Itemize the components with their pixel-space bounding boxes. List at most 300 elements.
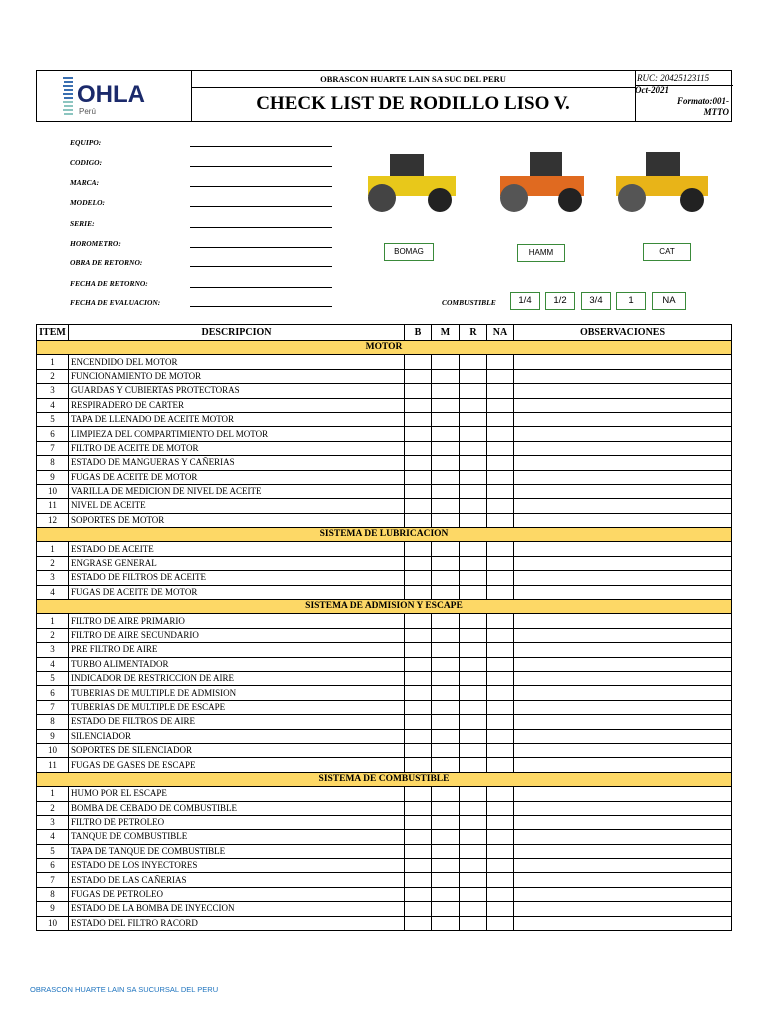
cell-na[interactable] bbox=[487, 815, 514, 829]
item-description: ESTADO DE FILTROS DE AIRE bbox=[69, 715, 405, 729]
cell-m[interactable] bbox=[432, 412, 460, 426]
cell-na[interactable] bbox=[487, 743, 514, 757]
cell-m[interactable] bbox=[432, 571, 460, 585]
item-number: 3 bbox=[37, 643, 69, 657]
cell-r[interactable] bbox=[460, 686, 487, 700]
item-description: INDICADOR DE RESTRICCION DE AIRE bbox=[69, 671, 405, 685]
cell-na[interactable] bbox=[487, 499, 514, 513]
cell-na[interactable] bbox=[487, 441, 514, 455]
cell-b[interactable] bbox=[405, 758, 432, 772]
section-title: SISTEMA DE ADMISION Y ESCAPE bbox=[37, 600, 732, 614]
cell-r[interactable] bbox=[460, 815, 487, 829]
cell-m[interactable] bbox=[432, 801, 460, 815]
cell-r[interactable] bbox=[460, 657, 487, 671]
col-item: ITEM bbox=[37, 325, 69, 341]
cell-r[interactable] bbox=[460, 830, 487, 844]
brand-bomag[interactable]: BOMAG bbox=[384, 243, 434, 261]
cell-observaciones[interactable] bbox=[514, 787, 732, 801]
cell-m[interactable] bbox=[432, 542, 460, 556]
section-row bbox=[37, 600, 732, 614]
cell-observaciones[interactable] bbox=[514, 470, 732, 484]
item-number: 1 bbox=[37, 614, 69, 628]
checklist-table bbox=[36, 324, 732, 931]
cell-na[interactable] bbox=[487, 657, 514, 671]
field-label: OBRA DE RETORNO: bbox=[70, 258, 143, 267]
cell-na[interactable] bbox=[487, 369, 514, 383]
table-row bbox=[37, 412, 732, 426]
brand-hamm[interactable]: HAMM bbox=[517, 244, 565, 262]
cell-b[interactable] bbox=[405, 729, 432, 743]
cell-m[interactable] bbox=[432, 787, 460, 801]
cell-r[interactable] bbox=[460, 887, 487, 901]
item-description: TUBERIAS DE MULTIPLE DE ADMISION bbox=[69, 686, 405, 700]
table-row bbox=[37, 671, 732, 685]
cell-b[interactable] bbox=[405, 859, 432, 873]
cell-na[interactable] bbox=[487, 384, 514, 398]
bomag-roller-image bbox=[360, 148, 460, 214]
ruc: RUC: 20425123115 bbox=[635, 71, 733, 86]
cell-b[interactable] bbox=[405, 585, 432, 599]
cell-b[interactable] bbox=[405, 456, 432, 470]
cell-r[interactable] bbox=[460, 743, 487, 757]
cell-b[interactable] bbox=[405, 787, 432, 801]
cell-observaciones[interactable] bbox=[514, 369, 732, 383]
cell-m[interactable] bbox=[432, 427, 460, 441]
cell-m[interactable] bbox=[432, 729, 460, 743]
cell-r[interactable] bbox=[460, 671, 487, 685]
section-title: MOTOR bbox=[37, 341, 732, 355]
item-description: ESTADO DE LA BOMBA DE INYECCION bbox=[69, 902, 405, 916]
item-description: ENGRASE GENERAL bbox=[69, 556, 405, 570]
item-number: 9 bbox=[37, 470, 69, 484]
cell-na[interactable] bbox=[487, 412, 514, 426]
hamm-roller-image bbox=[490, 148, 590, 214]
field-input-line[interactable] bbox=[190, 227, 332, 228]
cell-observaciones[interactable] bbox=[514, 686, 732, 700]
item-description: FILTRO DE AIRE PRIMARIO bbox=[69, 614, 405, 628]
cell-observaciones[interactable] bbox=[514, 815, 732, 829]
cell-r[interactable] bbox=[460, 571, 487, 585]
cell-observaciones[interactable] bbox=[514, 715, 732, 729]
fuel-quarter[interactable]: 1/4 bbox=[510, 292, 540, 310]
item-description: FUNCIONAMIENTO DE MOTOR bbox=[69, 369, 405, 383]
item-description: ESTADO DE ACEITE bbox=[69, 542, 405, 556]
cell-r[interactable] bbox=[460, 513, 487, 527]
cell-m[interactable] bbox=[432, 830, 460, 844]
cell-observaciones[interactable] bbox=[514, 873, 732, 887]
cell-observaciones[interactable] bbox=[514, 902, 732, 916]
cell-observaciones[interactable] bbox=[514, 412, 732, 426]
cell-observaciones[interactable] bbox=[514, 456, 732, 470]
cell-na[interactable] bbox=[487, 456, 514, 470]
item-number: 10 bbox=[37, 743, 69, 757]
cell-na[interactable] bbox=[487, 355, 514, 369]
field-input-line[interactable] bbox=[190, 206, 332, 207]
cell-r[interactable] bbox=[460, 643, 487, 657]
cell-na[interactable] bbox=[487, 916, 514, 930]
item-description: FILTRO DE AIRE SECUNDARIO bbox=[69, 628, 405, 642]
cell-r[interactable] bbox=[460, 787, 487, 801]
cell-na[interactable] bbox=[487, 902, 514, 916]
cell-observaciones[interactable] bbox=[514, 556, 732, 570]
cell-observaciones[interactable] bbox=[514, 643, 732, 657]
cell-observaciones[interactable] bbox=[514, 844, 732, 858]
cell-b[interactable] bbox=[405, 830, 432, 844]
fuel-half[interactable]: 1/2 bbox=[545, 292, 575, 310]
cell-b[interactable] bbox=[405, 369, 432, 383]
item-description: ESTADO DE FILTROS DE ACEITE bbox=[69, 571, 405, 585]
cell-observaciones[interactable] bbox=[514, 384, 732, 398]
cell-b[interactable] bbox=[405, 398, 432, 412]
field-input-line[interactable] bbox=[190, 166, 332, 167]
cell-b[interactable] bbox=[405, 801, 432, 815]
cell-na[interactable] bbox=[487, 628, 514, 642]
doc-format: Formato:001- bbox=[676, 96, 729, 106]
item-description: FUGAS DE ACEITE DE MOTOR bbox=[69, 585, 405, 599]
cell-m[interactable] bbox=[432, 902, 460, 916]
section-row bbox=[37, 772, 732, 786]
cell-r[interactable] bbox=[460, 916, 487, 930]
fuel-three-quarter[interactable]: 3/4 bbox=[581, 292, 611, 310]
cell-observaciones[interactable] bbox=[514, 729, 732, 743]
cell-b[interactable] bbox=[405, 643, 432, 657]
doc-meta bbox=[635, 85, 729, 118]
cell-r[interactable] bbox=[460, 902, 487, 916]
cell-r[interactable] bbox=[460, 700, 487, 714]
item-description: FUGAS DE PETROLEO bbox=[69, 887, 405, 901]
cell-m[interactable] bbox=[432, 671, 460, 685]
cell-r[interactable] bbox=[460, 384, 487, 398]
table-row bbox=[37, 758, 732, 772]
cell-b[interactable] bbox=[405, 614, 432, 628]
item-description: PRE FILTRO DE AIRE bbox=[69, 643, 405, 657]
cell-r[interactable] bbox=[460, 398, 487, 412]
cell-b[interactable] bbox=[405, 700, 432, 714]
item-number: 9 bbox=[37, 902, 69, 916]
item-number: 7 bbox=[37, 873, 69, 887]
cell-r[interactable] bbox=[460, 412, 487, 426]
brand-cat[interactable]: CAT bbox=[643, 243, 691, 261]
cell-r[interactable] bbox=[460, 441, 487, 455]
cell-na[interactable] bbox=[487, 715, 514, 729]
item-description: HUMO POR EL ESCAPE bbox=[69, 787, 405, 801]
cell-b[interactable] bbox=[405, 441, 432, 455]
item-description: BOMBA DE CEBADO DE COMBUSTIBLE bbox=[69, 801, 405, 815]
page-title: CHECK LIST DE RODILLO LISO V. bbox=[191, 87, 636, 121]
cell-m[interactable] bbox=[432, 384, 460, 398]
cell-b[interactable] bbox=[405, 844, 432, 858]
cell-r[interactable] bbox=[460, 542, 487, 556]
cell-observaciones[interactable] bbox=[514, 671, 732, 685]
cell-observaciones[interactable] bbox=[514, 801, 732, 815]
fuel-na[interactable]: NA bbox=[652, 292, 686, 310]
item-description: TAPA DE LLENADO DE ACEITE MOTOR bbox=[69, 412, 405, 426]
field-input-line[interactable] bbox=[190, 146, 332, 147]
cell-m[interactable] bbox=[432, 513, 460, 527]
item-description: FUGAS DE ACEITE DE MOTOR bbox=[69, 470, 405, 484]
col-r: R bbox=[460, 325, 487, 341]
table-row bbox=[37, 614, 732, 628]
cell-b[interactable] bbox=[405, 499, 432, 513]
cell-na[interactable] bbox=[487, 758, 514, 772]
item-number: 4 bbox=[37, 398, 69, 412]
item-description: LIMPIEZA DEL COMPARTIMIENTO DEL MOTOR bbox=[69, 427, 405, 441]
cell-m[interactable] bbox=[432, 441, 460, 455]
cell-observaciones[interactable] bbox=[514, 700, 732, 714]
cell-observaciones[interactable] bbox=[514, 743, 732, 757]
cell-na[interactable] bbox=[487, 729, 514, 743]
cell-na[interactable] bbox=[487, 643, 514, 657]
cell-b[interactable] bbox=[405, 556, 432, 570]
cell-m[interactable] bbox=[432, 585, 460, 599]
table-row bbox=[37, 743, 732, 757]
field-input-line[interactable] bbox=[190, 306, 332, 307]
field-label: CODIGO: bbox=[70, 158, 103, 167]
cell-m[interactable] bbox=[432, 470, 460, 484]
cell-m[interactable] bbox=[432, 643, 460, 657]
item-number: 2 bbox=[37, 556, 69, 570]
cell-r[interactable] bbox=[460, 844, 487, 858]
cell-m[interactable] bbox=[432, 887, 460, 901]
table-row bbox=[37, 643, 732, 657]
cell-m[interactable] bbox=[432, 758, 460, 772]
fuel-label: COMBUSTIBLE bbox=[442, 298, 496, 307]
cell-m[interactable] bbox=[432, 815, 460, 829]
cell-na[interactable] bbox=[487, 542, 514, 556]
section-title: SISTEMA DE COMBUSTIBLE bbox=[37, 772, 732, 786]
table-row bbox=[37, 628, 732, 642]
item-description: SOPORTES DE MOTOR bbox=[69, 513, 405, 527]
cell-observaciones[interactable] bbox=[514, 657, 732, 671]
table-row bbox=[37, 887, 732, 901]
cell-b[interactable] bbox=[405, 873, 432, 887]
item-number: 2 bbox=[37, 369, 69, 383]
cell-m[interactable] bbox=[432, 369, 460, 383]
cell-na[interactable] bbox=[487, 859, 514, 873]
item-number: 8 bbox=[37, 887, 69, 901]
company-name: OBRASCON HUARTE LAIN SA SUC DEL PERU bbox=[191, 71, 636, 88]
table-row bbox=[37, 470, 732, 484]
cell-observaciones[interactable] bbox=[514, 916, 732, 930]
cell-b[interactable] bbox=[405, 743, 432, 757]
cell-b[interactable] bbox=[405, 686, 432, 700]
item-description: TUBERIAS DE MULTIPLE DE ESCAPE bbox=[69, 700, 405, 714]
item-number: 3 bbox=[37, 571, 69, 585]
cell-na[interactable] bbox=[487, 887, 514, 901]
cell-observaciones[interactable] bbox=[514, 758, 732, 772]
cell-na[interactable] bbox=[487, 571, 514, 585]
cell-r[interactable] bbox=[460, 585, 487, 599]
cell-m[interactable] bbox=[432, 628, 460, 642]
cell-observaciones[interactable] bbox=[514, 585, 732, 599]
cell-r[interactable] bbox=[460, 456, 487, 470]
item-number: 2 bbox=[37, 628, 69, 642]
cell-b[interactable] bbox=[405, 412, 432, 426]
cell-r[interactable] bbox=[460, 427, 487, 441]
table-row bbox=[37, 801, 732, 815]
table-row bbox=[37, 398, 732, 412]
cell-b[interactable] bbox=[405, 355, 432, 369]
cell-m[interactable] bbox=[432, 499, 460, 513]
cell-r[interactable] bbox=[460, 715, 487, 729]
cell-b[interactable] bbox=[405, 542, 432, 556]
cell-observaciones[interactable] bbox=[514, 614, 732, 628]
cell-m[interactable] bbox=[432, 614, 460, 628]
cell-na[interactable] bbox=[487, 844, 514, 858]
cell-b[interactable] bbox=[405, 815, 432, 829]
cell-na[interactable] bbox=[487, 614, 514, 628]
cell-b[interactable] bbox=[405, 470, 432, 484]
col-m: M bbox=[432, 325, 460, 341]
cell-m[interactable] bbox=[432, 700, 460, 714]
cell-na[interactable] bbox=[487, 484, 514, 498]
cell-r[interactable] bbox=[460, 729, 487, 743]
field-input-line[interactable] bbox=[190, 186, 332, 187]
cell-na[interactable] bbox=[487, 686, 514, 700]
item-description: FILTRO DE ACEITE DE MOTOR bbox=[69, 441, 405, 455]
cell-r[interactable] bbox=[460, 369, 487, 383]
cell-na[interactable] bbox=[487, 801, 514, 815]
table-row bbox=[37, 556, 732, 570]
table-row bbox=[37, 859, 732, 873]
footer-company: OBRASCON HUARTE LAIN SA SUCURSAL DEL PERU bbox=[30, 985, 219, 994]
item-description: TURBO ALIMENTADOR bbox=[69, 657, 405, 671]
col-observaciones: OBSERVACIONES bbox=[514, 325, 732, 341]
item-description: VARILLA DE MEDICION DE NIVEL DE ACEITE bbox=[69, 484, 405, 498]
cell-b[interactable] bbox=[405, 916, 432, 930]
cell-m[interactable] bbox=[432, 844, 460, 858]
field-label: FECHA DE RETORNO: bbox=[70, 279, 148, 288]
item-description: NIVEL DE ACEITE bbox=[69, 499, 405, 513]
cell-observaciones[interactable] bbox=[514, 484, 732, 498]
cell-r[interactable] bbox=[460, 801, 487, 815]
cell-observaciones[interactable] bbox=[514, 427, 732, 441]
table-row bbox=[37, 384, 732, 398]
table-row bbox=[37, 355, 732, 369]
cell-m[interactable] bbox=[432, 398, 460, 412]
cell-observaciones[interactable] bbox=[514, 499, 732, 513]
cell-r[interactable] bbox=[460, 556, 487, 570]
col-descripcion: DESCRIPCION bbox=[69, 325, 405, 341]
ohla-logo bbox=[37, 71, 192, 121]
cell-na[interactable] bbox=[487, 830, 514, 844]
table-row bbox=[37, 715, 732, 729]
cell-b[interactable] bbox=[405, 384, 432, 398]
cell-na[interactable] bbox=[487, 427, 514, 441]
table-row bbox=[37, 571, 732, 585]
cell-b[interactable] bbox=[405, 571, 432, 585]
cell-na[interactable] bbox=[487, 787, 514, 801]
cell-b[interactable] bbox=[405, 671, 432, 685]
cell-observaciones[interactable] bbox=[514, 571, 732, 585]
item-number: 4 bbox=[37, 657, 69, 671]
cell-b[interactable] bbox=[405, 484, 432, 498]
field-input-line[interactable] bbox=[190, 287, 332, 288]
cell-na[interactable] bbox=[487, 671, 514, 685]
item-number: 3 bbox=[37, 384, 69, 398]
cell-b[interactable] bbox=[405, 887, 432, 901]
item-description: SOPORTES DE SILENCIADOR bbox=[69, 743, 405, 757]
logo-text: OHLA bbox=[77, 81, 145, 108]
cell-r[interactable] bbox=[460, 499, 487, 513]
cell-r[interactable] bbox=[460, 355, 487, 369]
table-row bbox=[37, 902, 732, 916]
cell-observaciones[interactable] bbox=[514, 542, 732, 556]
cell-na[interactable] bbox=[487, 873, 514, 887]
item-description: SILENCIADOR bbox=[69, 729, 405, 743]
cell-observaciones[interactable] bbox=[514, 355, 732, 369]
cell-b[interactable] bbox=[405, 628, 432, 642]
cell-m[interactable] bbox=[432, 743, 460, 757]
item-description: TANQUE DE COMBUSTIBLE bbox=[69, 830, 405, 844]
cell-r[interactable] bbox=[460, 859, 487, 873]
cell-b[interactable] bbox=[405, 715, 432, 729]
cell-m[interactable] bbox=[432, 355, 460, 369]
cell-na[interactable] bbox=[487, 556, 514, 570]
cell-r[interactable] bbox=[460, 484, 487, 498]
cell-m[interactable] bbox=[432, 859, 460, 873]
cell-m[interactable] bbox=[432, 556, 460, 570]
table-row bbox=[37, 484, 732, 498]
cell-b[interactable] bbox=[405, 513, 432, 527]
cell-observaciones[interactable] bbox=[514, 441, 732, 455]
item-number: 5 bbox=[37, 671, 69, 685]
cell-na[interactable] bbox=[487, 398, 514, 412]
item-number: 11 bbox=[37, 758, 69, 772]
item-description: ESTADO DE LAS CAÑERIAS bbox=[69, 873, 405, 887]
field-input-line[interactable] bbox=[190, 247, 332, 248]
cell-observaciones[interactable] bbox=[514, 628, 732, 642]
cell-r[interactable] bbox=[460, 873, 487, 887]
cell-m[interactable] bbox=[432, 686, 460, 700]
cell-r[interactable] bbox=[460, 614, 487, 628]
cell-m[interactable] bbox=[432, 456, 460, 470]
table-row bbox=[37, 542, 732, 556]
table-row bbox=[37, 456, 732, 470]
cell-r[interactable] bbox=[460, 758, 487, 772]
item-description: ESTADO DEL FILTRO RACORD bbox=[69, 916, 405, 930]
table-row bbox=[37, 369, 732, 383]
cell-observaciones[interactable] bbox=[514, 887, 732, 901]
cat-roller-image bbox=[612, 148, 712, 214]
item-description: ESTADO DE MANGUERAS Y CAÑERIAS bbox=[69, 456, 405, 470]
cell-m[interactable] bbox=[432, 873, 460, 887]
cell-na[interactable] bbox=[487, 470, 514, 484]
cell-b[interactable] bbox=[405, 427, 432, 441]
cell-na[interactable] bbox=[487, 585, 514, 599]
field-input-line[interactable] bbox=[190, 266, 332, 267]
cell-na[interactable] bbox=[487, 513, 514, 527]
cell-observaciones[interactable] bbox=[514, 398, 732, 412]
item-number: 9 bbox=[37, 729, 69, 743]
cell-r[interactable] bbox=[460, 628, 487, 642]
fuel-full[interactable]: 1 bbox=[616, 292, 646, 310]
table-row bbox=[37, 815, 732, 829]
cell-b[interactable] bbox=[405, 902, 432, 916]
cell-m[interactable] bbox=[432, 657, 460, 671]
cell-m[interactable] bbox=[432, 715, 460, 729]
cell-r[interactable] bbox=[460, 470, 487, 484]
item-number: 12 bbox=[37, 513, 69, 527]
item-description: RESPIRADERO DE CARTER bbox=[69, 398, 405, 412]
cell-m[interactable] bbox=[432, 484, 460, 498]
cell-observaciones[interactable] bbox=[514, 830, 732, 844]
cell-observaciones[interactable] bbox=[514, 513, 732, 527]
cell-observaciones[interactable] bbox=[514, 859, 732, 873]
cell-m[interactable] bbox=[432, 916, 460, 930]
cell-b[interactable] bbox=[405, 657, 432, 671]
cell-na[interactable] bbox=[487, 700, 514, 714]
